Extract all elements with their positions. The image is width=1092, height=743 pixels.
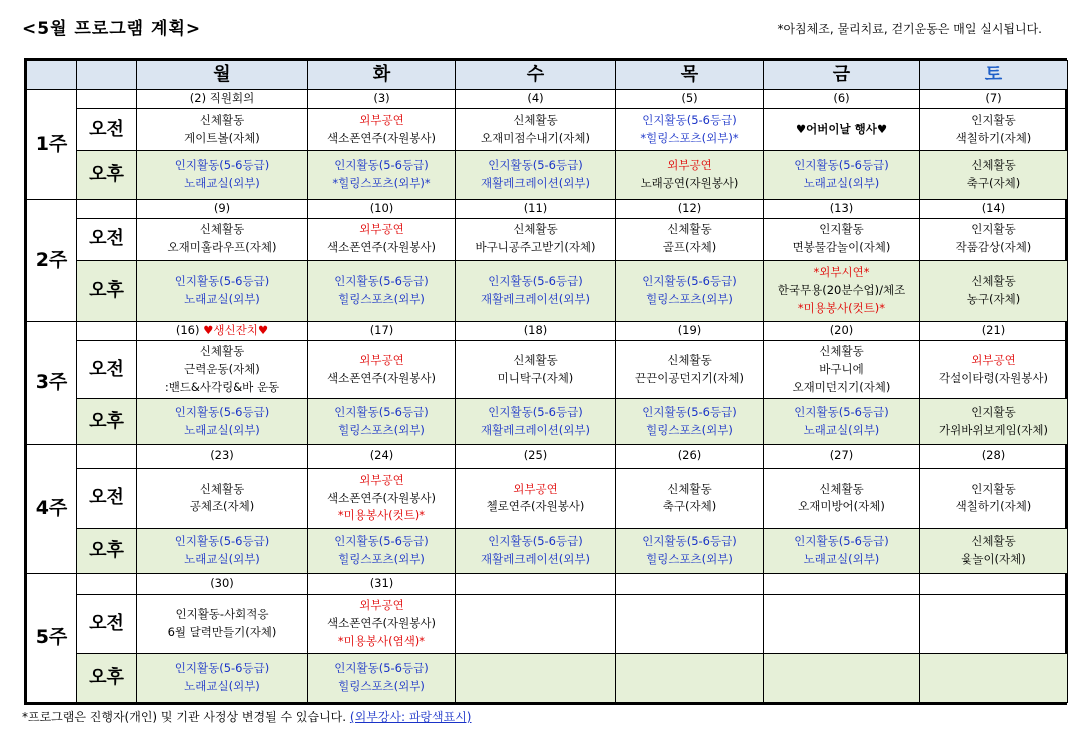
footer-note [22,708,471,725]
date-cell [308,322,456,341]
program-cell [308,595,456,653]
date-cell [764,199,920,218]
cell-line: 오재미점수내기(자체) [481,130,590,145]
cell-line: 인지활동(5-6등급) [794,404,889,419]
cell-line: 색소폰연주(자원봉사) [327,490,436,505]
date-text: (18) [523,323,548,338]
date-text: (16) [175,323,204,338]
date-cell [764,574,920,595]
program-cell [920,595,1068,653]
cell-line: 공체조(자체) [189,499,255,514]
cell-line: 오재미방어(자체) [798,499,885,514]
footer-text: *프로그램은 진행자(개인) 및 기관 사정상 변경될 수 있습니다. [22,710,347,724]
date-text: (4) [527,91,544,106]
slot-spacer [77,199,137,218]
cell-line: 바구니공주고받기(자체) [475,240,596,255]
program-cell [616,341,764,399]
date-cell [308,199,456,218]
cell-line: 6월 달력만들기(자체) [167,625,277,640]
cell-line: 미니탁구(자체) [497,370,574,385]
program-cell [920,151,1068,199]
date-cell [920,574,1068,595]
program-cell [308,653,456,702]
pm-row [27,529,1068,574]
morning-label: 오전 [77,468,137,528]
footer-legend: (외부강사: 파랑색표시) [349,710,472,724]
cell-line: 신체활동 [971,534,1016,549]
program-cell [764,151,920,199]
cell-line: 색칠하기(자체) [955,499,1032,514]
page-title: <5월 프로그램 계획> [22,19,202,39]
date-cell [764,322,920,341]
cell-line: 색소폰연주(자원봉사) [327,130,436,145]
cell-line: 재활레크레이션(외부) [481,291,590,306]
cell-line: 신체활동 [667,481,712,496]
am-row [27,468,1068,528]
program-cell [308,260,456,321]
cell-line: 끈끈이공던지기(자체) [635,370,744,385]
cell-line: 힐링스포츠(외부) [338,678,425,693]
program-cell [920,529,1068,574]
cell-line: 신체활동 [513,353,558,367]
date-cell [616,199,764,218]
program-cell [456,341,616,399]
cell-line: 색칠하기(자체) [955,130,1032,145]
date-cell [456,199,616,218]
date-cell [764,90,920,109]
cell-line: 한국무용(20분수업)/체조 [777,283,906,298]
date-text: (30) [210,576,234,591]
cell-line: 인지활동 [819,222,864,237]
date-cell [308,574,456,595]
date-cell [920,199,1068,218]
program-cell [456,653,616,702]
date-cell [137,574,308,595]
cell-line: 인지활동(5-6등급) [642,274,737,289]
am-row [27,218,1068,260]
cell-line: 가위바위보게임(자체) [939,422,1048,437]
cell-line: 오재미던지기(자체) [792,379,891,394]
program-cell [764,595,920,653]
corner-cell [27,61,77,90]
cell-line: *외부시연* [813,265,870,280]
program-cell [616,595,764,653]
program-cell [456,468,616,528]
date-cell [920,90,1068,109]
cell-line: *미용봉사(컷트)* [337,508,426,523]
program-cell [920,399,1068,444]
program-cell [764,468,920,528]
cell-line: 윷놀이(자체) [961,552,1026,567]
cell-line: 노래공연(자원봉사) [640,175,739,190]
slot-spacer [77,90,137,109]
cell-line: 힐링스포츠(외부) [646,422,733,437]
am-row [27,341,1068,399]
cell-line: 색소폰연주(자원봉사) [327,240,436,255]
cell-line: 인지활동 [971,112,1016,127]
cell-line: 노래교실(외부) [803,422,880,437]
cell-line: 인지활동(5-6등급) [174,534,270,549]
am-row [27,109,1068,151]
cell-line: 인지활동 [971,404,1016,419]
cell-line: 인지활동(5-6등급) [334,661,429,676]
date-cell [456,444,616,468]
cell-line: 신체활동 [819,344,864,359]
date-text: (10) [369,200,394,215]
day-header-tue: 화 [308,61,456,90]
cell-line: 인지활동 [971,222,1016,237]
cell-line: 외부공연 [359,222,404,237]
day-header-mon: 월 [137,61,308,90]
cell-line: 재활레크레이션(외부) [481,422,590,437]
cell-line: 인지활동(5-6등급) [174,158,270,173]
date-text: (20) [829,323,854,338]
cell-line: 외부공연 [359,112,404,127]
date-text: (21) [981,323,1006,338]
corner-cell [77,61,137,90]
program-cell [308,529,456,574]
date-text: (26) [677,448,702,463]
date-cell [456,322,616,341]
program-cell [764,260,920,321]
program-cell [616,260,764,321]
date-cell [308,90,456,109]
date-cell [137,444,308,468]
slot-spacer [77,574,137,595]
cell-line: 노래교실(외부) [184,291,260,306]
program-cell [308,218,456,260]
cell-line: 힐링스포츠(외부) [646,291,733,306]
date-cell [920,444,1068,468]
date-cell [920,322,1068,341]
cell-line: 인지활동(5-6등급) [174,661,270,676]
cell-line: 힐링스포츠(외부) [338,422,425,437]
program-cell [456,109,616,151]
date-text: (14) [981,200,1006,215]
program-cell [456,151,616,199]
week-label: 4주 [27,444,77,574]
date-text: (12) [677,200,702,215]
cell-line: 인지활동(5-6등급) [174,274,270,289]
program-cell [137,151,308,199]
cell-line: 신체활동 [513,222,558,237]
date-cell [764,444,920,468]
cell-line: 외부공연 [359,472,404,487]
date-text: (27) [829,448,854,463]
cell-line: 인지활동(5-6등급) [642,404,737,419]
program-cell [456,260,616,321]
cell-line: 재활레크레이션(외부) [481,552,590,567]
cell-line: ♥어버이날 행사♥ [795,121,888,136]
cell-line: 신체활동 [667,353,712,367]
week-label: 3주 [27,322,77,445]
date-cell [616,90,764,109]
daily-note: *아침체조, 물리치료, 걷기운동은 매일 실시됩니다. [777,22,1042,36]
cell-line: 노래교실(외부) [184,422,260,437]
cell-line: 오재미훌라우프(자체) [167,240,277,255]
cell-line: 외부공연 [359,353,404,367]
program-cell [616,218,764,260]
date-text: ♥생신잔치♥ [203,323,269,338]
program-cell [616,653,764,702]
date-row [27,444,1068,468]
cell-line: 노래교실(외부) [184,175,260,190]
week-label: 5주 [27,574,77,703]
cell-line: :밴드&사각링&바 운동 [164,379,280,394]
cell-line: *미용봉사(컷트)* [797,300,886,315]
cell-line: 신체활동 [971,158,1016,173]
program-cell [308,399,456,444]
program-cell [920,109,1068,151]
cell-line: 인지활동(5-6등급) [488,404,583,419]
cell-line: 색소폰연주(자원봉사) [327,616,436,631]
slot-spacer [77,322,137,341]
program-cell [616,399,764,444]
cell-line: *힐링스포츠(외부)* [332,175,431,190]
afternoon-label: 오후 [77,399,137,444]
cell-line: 색소폰연주(자원봉사) [327,370,436,385]
date-row [27,322,1068,341]
cell-line: 신체활동 [819,481,864,496]
afternoon-label: 오후 [77,260,137,321]
cell-line: 인지활동(5-6등급) [642,534,737,549]
date-cell [616,444,764,468]
program-cell [137,218,308,260]
program-cell [920,260,1068,321]
program-cell [920,341,1068,399]
cell-line: 인지활동(5-6등급) [334,404,429,419]
program-cell [920,218,1068,260]
cell-line: 인지활동(5-6등급) [488,534,583,549]
program-cell [920,468,1068,528]
date-row [27,199,1068,218]
program-cell [616,109,764,151]
cell-line: 신체활동 [667,222,712,237]
cell-line: 인지활동(5-6등급) [794,158,889,173]
week-label: 2주 [27,199,77,322]
cell-line: 인지활동(5-6등급) [488,158,583,173]
cell-line: 외부공연 [971,353,1016,367]
program-cell [456,595,616,653]
cell-line: 힐링스포츠(외부) [646,552,733,567]
cell-line: 첼로연주(자원봉사) [486,499,585,514]
slot-spacer [77,444,137,468]
cell-line: 면봉물감놀이(자체) [792,240,891,255]
day-header-row [27,61,1068,90]
cell-line: 축구(자체) [662,499,717,514]
cell-line: 게이트볼(자체) [184,130,260,145]
week-label: 1주 [27,90,77,200]
program-cell [456,399,616,444]
program-cell [764,399,920,444]
date-text: (28) [981,448,1006,463]
schedule-body [27,61,1068,703]
cell-line: 힐링스포츠(외부) [338,552,425,567]
cell-line: 외부공연 [667,158,712,173]
program-cell [308,341,456,399]
cell-line: 각설이타령(자원봉사) [939,370,1048,385]
day-header-fri: 금 [764,61,920,90]
program-cell [764,109,920,151]
date-text: (24) [369,448,394,463]
cell-line: 외부공연 [513,481,558,496]
cell-line: 노래교실(외부) [803,175,880,190]
program-cell [616,529,764,574]
cell-line: 재활레크레이션(외부) [481,175,590,190]
afternoon-label: 오후 [77,529,137,574]
program-cell [137,341,308,399]
program-cell [137,399,308,444]
date-text: (2) 직원회의 [189,91,255,106]
pm-row [27,399,1068,444]
date-text: (23) [210,448,234,463]
cell-line: 신체활동 [199,344,245,359]
cell-line: 골프(자체) [662,240,717,255]
program-cell [616,468,764,528]
program-cell [456,218,616,260]
cell-line: 인지활동(5-6등급) [488,274,583,289]
cell-line: 노래교실(외부) [803,552,880,567]
date-text: (3) [373,91,390,106]
date-text: (31) [369,576,394,591]
date-text: (19) [677,323,702,338]
cell-line: 인지활동(5-6등급) [334,158,429,173]
date-text: (6) [833,91,850,106]
program-cell [137,653,308,702]
date-text: (11) [523,200,548,215]
cell-line: 근력운동(자체) [184,361,260,376]
schedule-sheet [24,58,1067,705]
day-header-wed: 수 [456,61,616,90]
morning-label: 오전 [77,341,137,399]
date-cell [137,322,308,341]
program-cell [764,653,920,702]
pm-row [27,653,1068,702]
program-cell [137,109,308,151]
date-row [27,90,1068,109]
day-header-thu: 목 [616,61,764,90]
date-cell [616,322,764,341]
afternoon-label: 오후 [77,151,137,199]
cell-line: 신체활동 [199,481,245,496]
cell-line: 외부공연 [359,598,404,613]
cell-line: 노래교실(외부) [184,678,260,693]
date-row [27,574,1068,595]
schedule-table [26,60,1068,703]
program-cell [308,151,456,199]
program-cell [308,468,456,528]
cell-line: 바구니에 [819,361,864,376]
afternoon-label: 오후 [77,653,137,702]
program-cell [137,595,308,653]
cell-line: 농구(자체) [966,291,1021,306]
date-text: (13) [829,200,854,215]
cell-line: 인지활동(5-6등급) [334,534,429,549]
date-cell [456,574,616,595]
cell-line: 인지활동(5-6등급) [794,534,889,549]
date-cell [137,90,308,109]
date-text: (7) [985,91,1002,106]
cell-line: *힐링스포츠(외부)* [640,130,739,145]
program-cell [616,151,764,199]
cell-line: 작품감상(자체) [955,240,1032,255]
cell-line: 신체활동 [971,274,1016,289]
date-text: (9) [213,200,231,215]
morning-label: 오전 [77,109,137,151]
date-cell [616,574,764,595]
cell-line: 인지활동(5-6등급) [642,112,737,127]
cell-line: 노래교실(외부) [184,552,260,567]
date-text: (17) [369,323,394,338]
cell-line: 축구(자체) [966,175,1021,190]
program-cell [764,529,920,574]
cell-line: 인지활동(5-6등급) [334,274,429,289]
program-cell [920,653,1068,702]
cell-line: 힐링스포츠(외부) [338,291,425,306]
program-cell [308,109,456,151]
cell-line: 신체활동 [513,112,558,127]
date-cell [456,90,616,109]
cell-line: *미용봉사(염색)* [337,633,426,648]
date-cell [137,199,308,218]
pm-row [27,151,1068,199]
cell-line: 신체활동 [199,112,245,127]
program-cell [764,341,920,399]
program-cell [137,260,308,321]
cell-line: 신체활동 [199,222,245,237]
morning-label: 오전 [77,595,137,653]
program-cell [137,529,308,574]
morning-label: 오전 [77,218,137,260]
date-text: (5) [681,91,698,106]
program-cell [764,218,920,260]
date-cell [308,444,456,468]
cell-line: 인지활동(5-6등급) [174,404,270,419]
date-text: (25) [523,448,548,463]
cell-line: 인지활동 [971,481,1016,496]
day-header-sat: 토 [920,61,1068,90]
cell-line: 인지활동-사회적응 [175,607,269,622]
program-cell [137,468,308,528]
am-row [27,595,1068,653]
pm-row [27,260,1068,321]
program-cell [456,529,616,574]
